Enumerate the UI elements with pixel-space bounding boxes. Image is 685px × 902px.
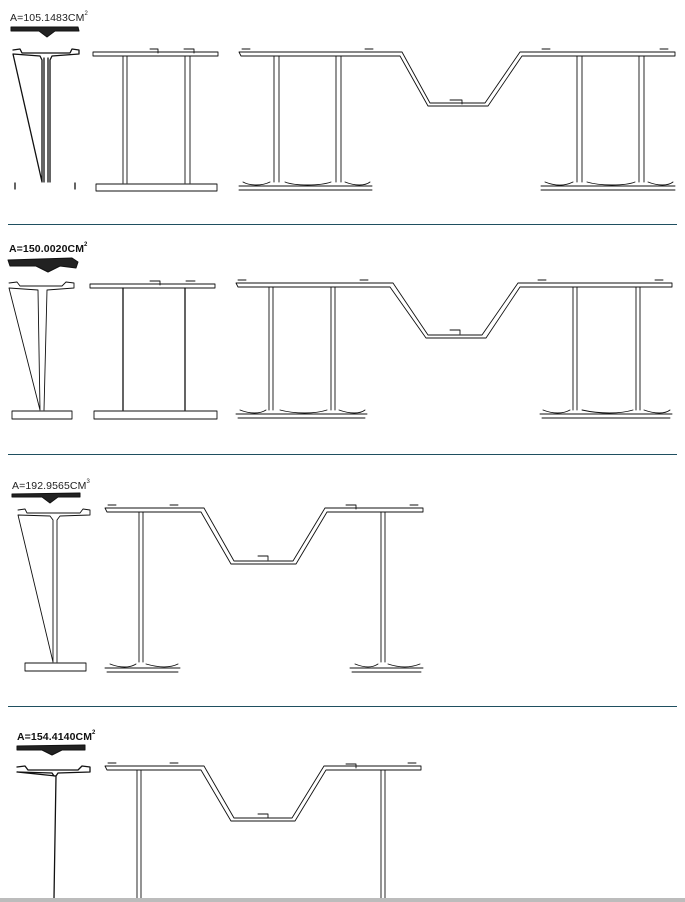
section-divider-2 <box>8 454 677 455</box>
i-beam-profile-2 <box>9 282 74 419</box>
header-profile-4 <box>17 745 85 755</box>
area-label-2-value: A=150.0020CM <box>9 243 85 255</box>
area-label-1-value: A=105.1483CM <box>10 12 85 24</box>
double-i-profile-2 <box>90 281 217 419</box>
area-label-4-value: A=154.4140CM <box>17 731 93 743</box>
area-label-4 <box>17 731 95 743</box>
area-label-1-exponent: 2 <box>84 11 88 17</box>
footer-bar <box>0 898 685 902</box>
section-divider-1 <box>8 224 677 225</box>
area-label-3 <box>12 480 90 492</box>
area-label-3-exponent: 3 <box>86 479 90 485</box>
area-label-2-exponent: 2 <box>84 242 88 248</box>
corrugated-profile-3 <box>105 505 423 672</box>
profile-section-4 <box>0 0 685 200</box>
header-profile-3 <box>12 493 80 503</box>
i-beam-profile-3 <box>18 509 90 671</box>
i-beam-profile-4 <box>17 766 90 898</box>
corrugated-profile-2 <box>236 280 672 418</box>
area-label-2 <box>9 243 87 255</box>
section-divider-3 <box>8 706 677 707</box>
area-label-4-exponent: 2 <box>92 730 96 736</box>
corrugated-profile-4 <box>105 763 421 898</box>
header-profile-2 <box>8 258 78 272</box>
area-label-3-value: A=192.9565CM <box>12 480 87 492</box>
